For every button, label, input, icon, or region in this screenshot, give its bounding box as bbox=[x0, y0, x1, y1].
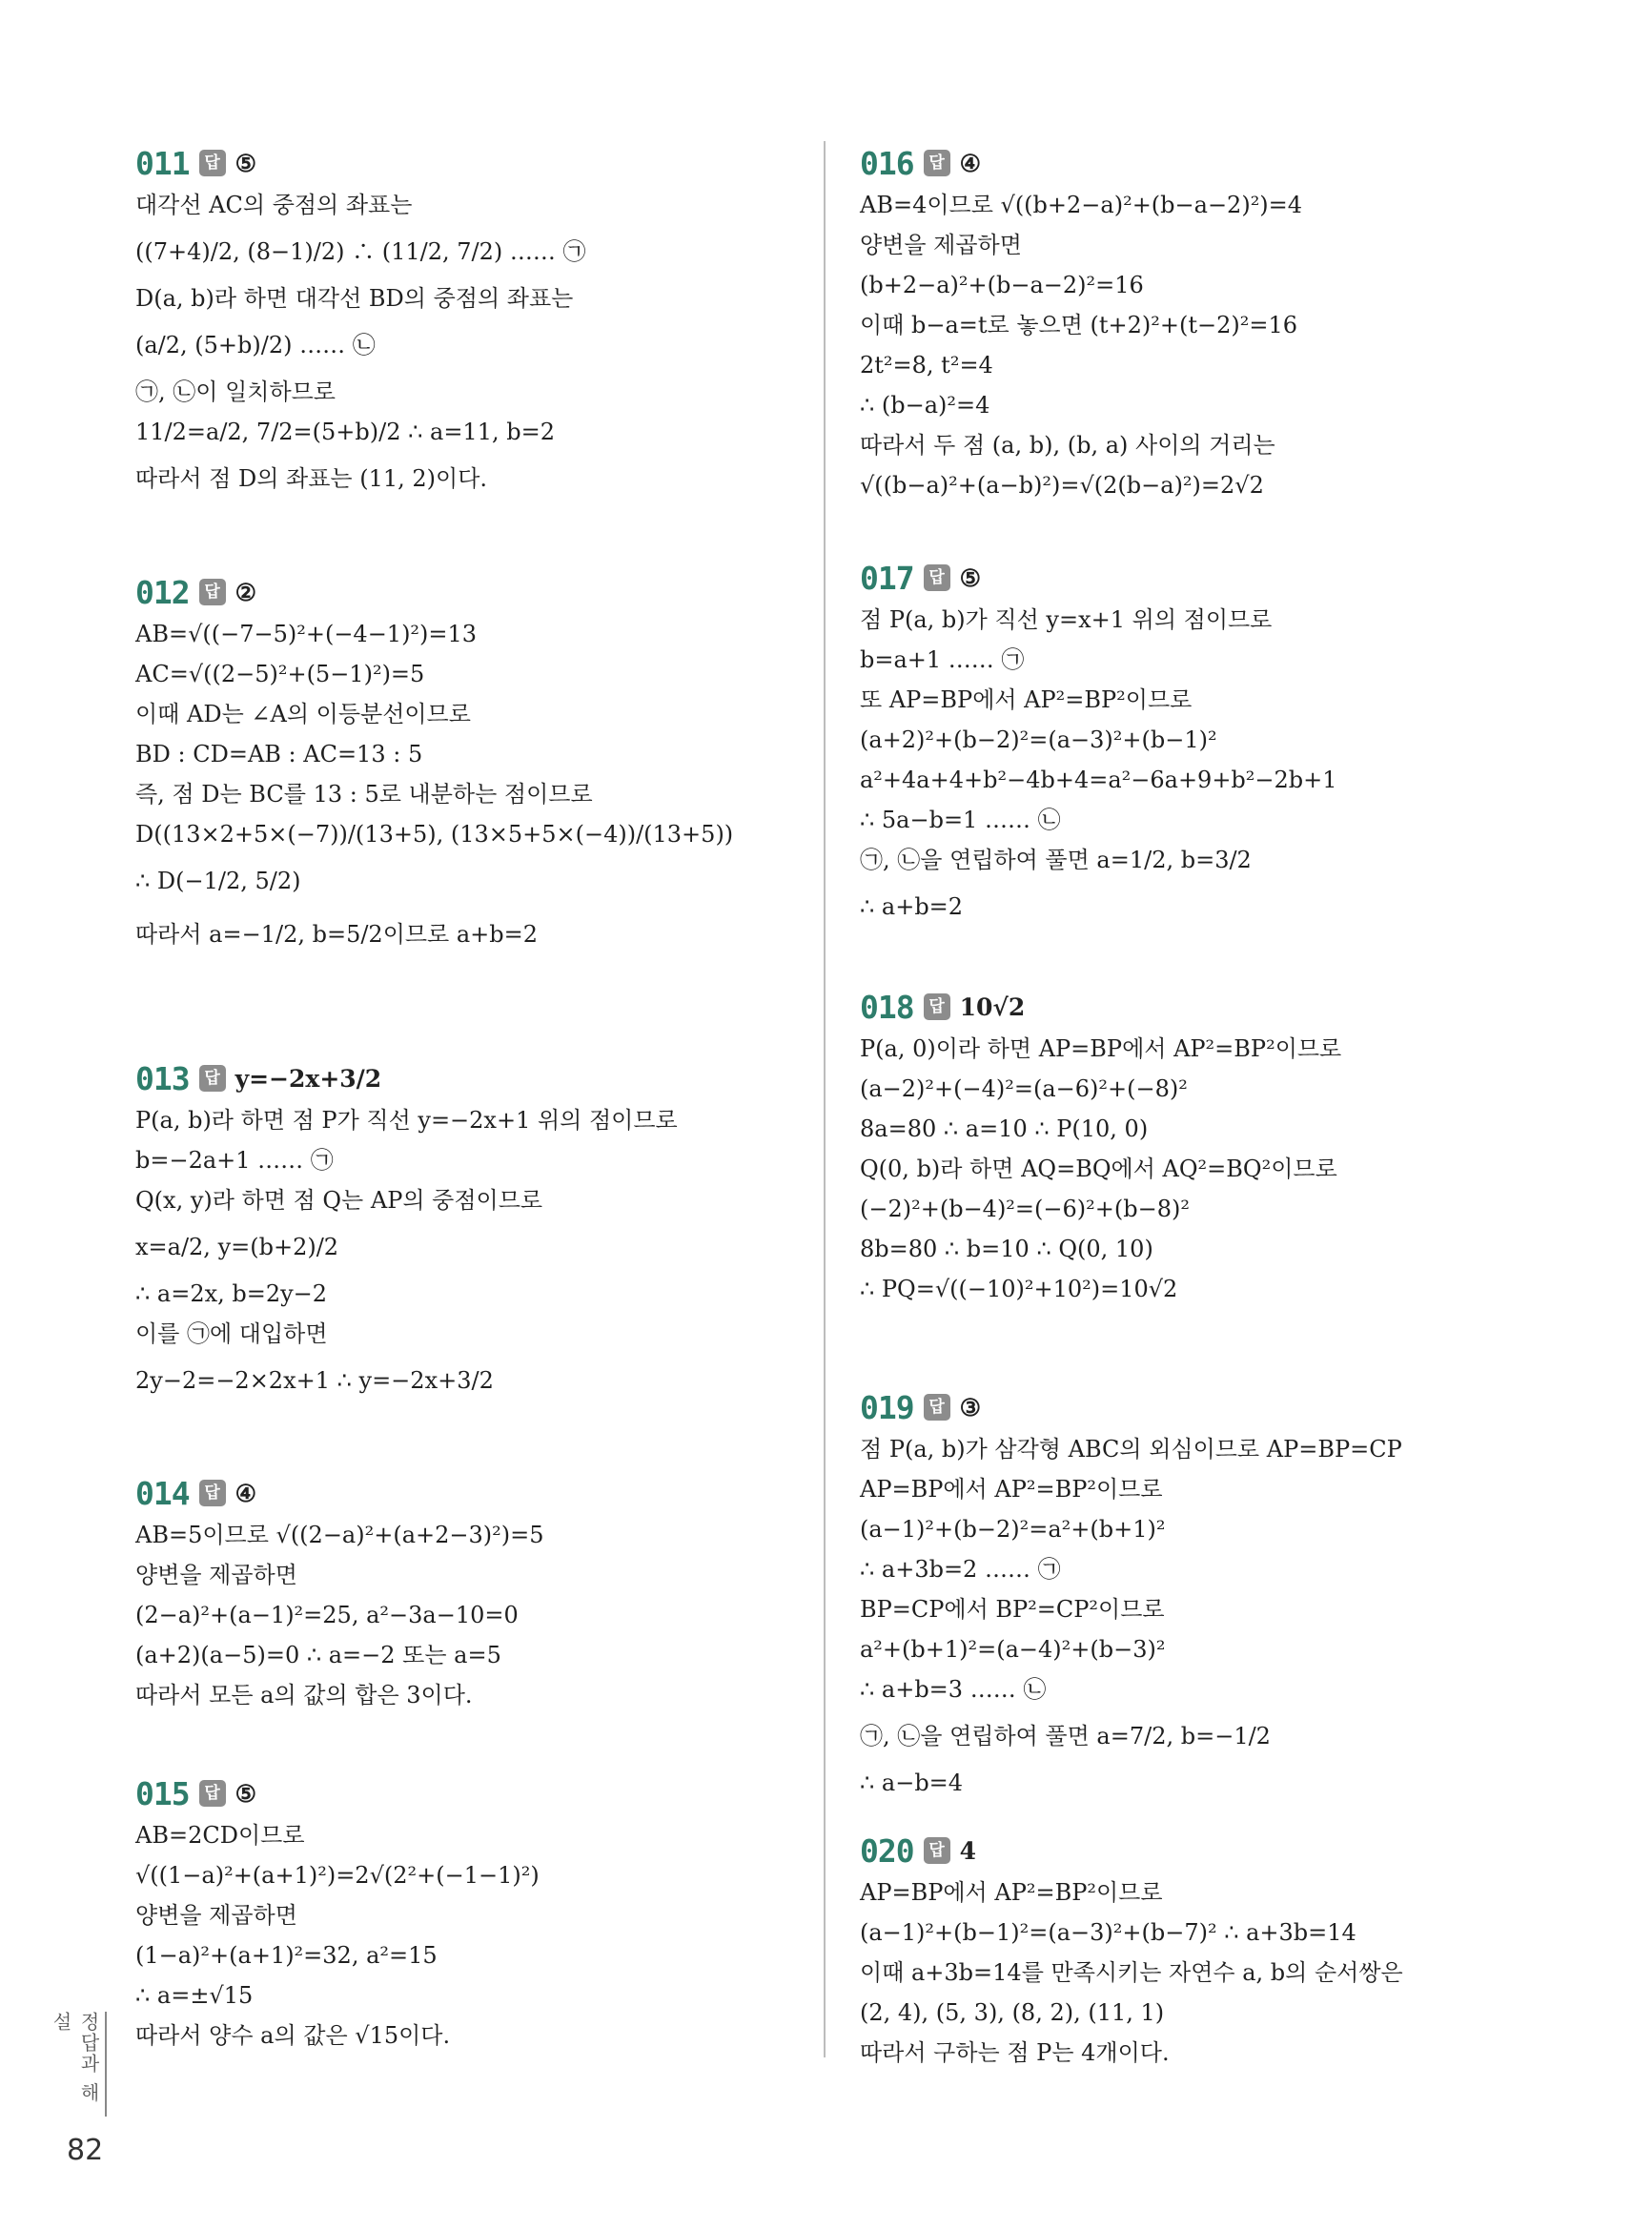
solution-line: BD : CD=AB : AC=13 : 5 bbox=[135, 741, 423, 767]
solution-line: ∴ a=±√15 bbox=[135, 1982, 254, 2009]
side-label-bar bbox=[105, 2012, 107, 2117]
solution-line: ∴ D(−1/2, 5/2) bbox=[135, 868, 301, 894]
solution-line: 즉, 점 D는 BC를 13 : 5로 내분하는 점이므로 bbox=[135, 781, 593, 808]
solution-line: BP=CP에서 BP²=CP²이므로 bbox=[860, 1596, 1165, 1623]
answer-value: 4 bbox=[959, 1836, 977, 1865]
problem-number: 012 bbox=[135, 573, 190, 611]
solution-line: (2−a)²+(a−1)²=25, a²−3a−10=0 bbox=[135, 1602, 519, 1628]
solution-line: ∴ a+b=2 bbox=[860, 893, 964, 920]
answer-badge: 답 bbox=[924, 150, 950, 176]
solution-line: 따라서 양수 a의 값은 √15이다. bbox=[135, 2022, 451, 2049]
column-divider bbox=[824, 141, 826, 2057]
solution-line: (−2)²+(b−4)²=(−6)²+(b−8)² bbox=[860, 1196, 1190, 1222]
solution-line: 따라서 a=−1/2, b=5/2이므로 a+b=2 bbox=[135, 921, 539, 948]
problem-header bbox=[135, 141, 745, 185]
solution-line: 11/2=a/2, 7/2=(5+b)/2 ∴ a=11, b=2 bbox=[135, 419, 555, 445]
solution-line: ((7+4)/2, (8−1)/2) ∴ (11/2, 7/2) …… ㉠ bbox=[135, 238, 586, 265]
solution-line: Q(0, b)라 하면 AQ=BQ에서 AQ²=BQ²이므로 bbox=[860, 1156, 1337, 1182]
solution-line: b=−2a+1 …… ㉠ bbox=[135, 1147, 334, 1174]
solution-line: (2, 4), (5, 3), (8, 2), (11, 1) bbox=[860, 1999, 1165, 2026]
solution-line: 2t²=8, t²=4 bbox=[860, 352, 993, 378]
solution-line: (b+2−a)²+(b−a−2)²=16 bbox=[860, 272, 1144, 298]
problem-header bbox=[860, 556, 1470, 600]
solution-line: x=a/2, y=(b+2)/2 bbox=[135, 1234, 339, 1260]
problem-header bbox=[860, 1829, 1470, 1872]
problem-number: 016 bbox=[860, 144, 914, 182]
problem-019 bbox=[860, 1385, 1470, 1803]
solution-line: ∴ a+3b=2 …… ㉠ bbox=[860, 1556, 1061, 1583]
solution-line: AB=5이므로 √((2−a)²+(a+2−3)²)=5 bbox=[135, 1522, 544, 1548]
page-number: 82 bbox=[67, 2134, 104, 2167]
answer-badge: 답 bbox=[924, 1394, 950, 1421]
answer-value: 10√2 bbox=[959, 992, 1026, 1021]
solution-line: AB=4이므로 √((b+2−a)²+(b−a−2)²)=4 bbox=[860, 192, 1303, 218]
problem-016 bbox=[860, 141, 1470, 505]
problem-017 bbox=[860, 556, 1470, 933]
answer-value: ⑤ bbox=[235, 1779, 257, 1808]
solution-line: 따라서 모든 a의 값의 합은 3이다. bbox=[135, 1682, 473, 1708]
solution-line: ㉠, ㉡이 일치하므로 bbox=[135, 378, 336, 405]
solution-line: 양변을 제곱하면 bbox=[135, 1562, 297, 1588]
answer-badge: 답 bbox=[199, 1065, 226, 1092]
solution-line: ∴ a+b=3 …… ㉡ bbox=[860, 1676, 1047, 1703]
problem-header bbox=[860, 141, 1470, 185]
solution-line: 8b=80 ∴ b=10 ∴ Q(0, 10) bbox=[860, 1236, 1153, 1262]
solution-line: ㉠, ㉡을 연립하여 풀면 a=7/2, b=−1/2 bbox=[860, 1723, 1271, 1749]
problem-number: 014 bbox=[135, 1474, 190, 1512]
solution-line: (a−1)²+(b−2)²=a²+(b+1)² bbox=[860, 1516, 1166, 1543]
problem-header bbox=[135, 1771, 745, 1815]
solution-line: a²+(b+1)²=(a−4)²+(b−3)² bbox=[860, 1636, 1166, 1663]
answer-badge: 답 bbox=[924, 564, 950, 591]
problem-header bbox=[860, 1385, 1470, 1429]
solution-line: √((b−a)²+(a−b)²)=√(2(b−a)²)=2√2 bbox=[860, 472, 1264, 499]
solution-line: √((1−a)²+(a+1)²)=2√(2²+(−1−1)²) bbox=[135, 1862, 540, 1889]
solution-line: ∴ (b−a)²=4 bbox=[860, 392, 990, 419]
side-label: 정답과 해설 bbox=[50, 2012, 100, 2104]
solution-line: (a−1)²+(b−1)²=(a−3)²+(b−7)² ∴ a+3b=14 bbox=[860, 1919, 1356, 1946]
solution-line: 2y−2=−2×2x+1 ∴ y=−2x+3/2 bbox=[135, 1367, 494, 1394]
problem-number: 020 bbox=[860, 1831, 914, 1870]
answer-value: ② bbox=[235, 578, 257, 606]
problem-020 bbox=[860, 1829, 1470, 2073]
solution-line: 점 P(a, b)가 삼각형 ABC의 외심이므로 AP=BP=CP bbox=[860, 1436, 1402, 1463]
solution-line: ∴ PQ=√((−10)²+10²)=10√2 bbox=[860, 1276, 1178, 1302]
solution-line: P(a, 0)이라 하면 AP=BP에서 AP²=BP²이므로 bbox=[860, 1035, 1342, 1062]
solution-line: b=a+1 …… ㉠ bbox=[860, 646, 1025, 673]
solution-line: (a−2)²+(−4)²=(a−6)²+(−8)² bbox=[860, 1075, 1188, 1102]
solution-line: AB=√((−7−5)²+(−4−1)²)=13 bbox=[135, 621, 478, 647]
solution-line: 또 AP=BP에서 AP²=BP²이므로 bbox=[860, 686, 1193, 713]
problem-018 bbox=[860, 985, 1470, 1309]
problem-number: 019 bbox=[860, 1388, 914, 1426]
solution-line: P(a, b)라 하면 점 P가 직선 y=−2x+1 위의 점이므로 bbox=[135, 1107, 678, 1134]
problem-012 bbox=[135, 570, 745, 961]
answer-badge: 답 bbox=[199, 579, 226, 605]
solution-line: 점 P(a, b)가 직선 y=x+1 위의 점이므로 bbox=[860, 606, 1273, 633]
solution-line: ∴ a=2x, b=2y−2 bbox=[135, 1280, 328, 1307]
solution-line: D((13×2+5×(−7))/(13+5), (13×5+5×(−4))/(13+5)) bbox=[135, 821, 734, 848]
solution-line: a²+4a+4+b²−4b+4=a²−6a+9+b²−2b+1 bbox=[860, 767, 1337, 793]
solution-line: (a/2, (5+b)/2) …… ㉡ bbox=[135, 332, 376, 358]
solution-line: 따라서 점 D의 좌표는 (11, 2)이다. bbox=[135, 465, 488, 492]
solution-line: ∴ a−b=4 bbox=[860, 1770, 964, 1796]
answer-value: ③ bbox=[959, 1393, 982, 1422]
solution-line: 이때 AD는 ∠A의 이등분선이므로 bbox=[135, 701, 471, 727]
answer-badge: 답 bbox=[924, 993, 950, 1020]
problem-number: 013 bbox=[135, 1059, 190, 1097]
answer-badge: 답 bbox=[199, 1480, 226, 1506]
solution-line: ∴ 5a−b=1 …… ㉡ bbox=[860, 807, 1061, 833]
answer-value: ⑤ bbox=[235, 149, 257, 177]
problem-number: 011 bbox=[135, 144, 190, 182]
problem-number: 017 bbox=[860, 559, 914, 597]
problem-header bbox=[135, 1056, 745, 1100]
problem-number: 018 bbox=[860, 988, 914, 1026]
solution-line: (1−a)²+(a+1)²=32, a²=15 bbox=[135, 1942, 438, 1969]
solution-line: ㉠, ㉡을 연립하여 풀면 a=1/2, b=3/2 bbox=[860, 847, 1252, 873]
problem-015 bbox=[135, 1771, 745, 2056]
answer-badge: 답 bbox=[199, 1780, 226, 1807]
answer-value: y=−2x+3/2 bbox=[235, 1064, 382, 1093]
problem-header bbox=[135, 1471, 745, 1515]
solution-line: AB=2CD이므로 bbox=[135, 1822, 305, 1849]
problem-014 bbox=[135, 1471, 745, 1715]
answer-value: ⑤ bbox=[959, 563, 982, 592]
answer-value: ④ bbox=[959, 149, 982, 177]
solution-line: 양변을 제곱하면 bbox=[860, 232, 1022, 258]
solution-line: 따라서 구하는 점 P는 4개이다. bbox=[860, 2039, 1170, 2066]
solution-line: 이를 ㉠에 대입하면 bbox=[135, 1320, 328, 1347]
solution-line: 대각선 AC의 중점의 좌표는 bbox=[135, 192, 413, 218]
answer-value: ④ bbox=[235, 1479, 257, 1507]
problem-number: 015 bbox=[135, 1774, 190, 1812]
problem-011 bbox=[135, 141, 745, 505]
solution-line: (a+2)(a−5)=0 ∴ a=−2 또는 a=5 bbox=[135, 1642, 501, 1668]
problem-013 bbox=[135, 1056, 745, 1407]
solution-line: Q(x, y)라 하면 점 Q는 AP의 중점이므로 bbox=[135, 1187, 543, 1214]
solution-line: 따라서 두 점 (a, b), (b, a) 사이의 거리는 bbox=[860, 432, 1275, 459]
problem-header bbox=[860, 985, 1470, 1029]
solution-line: 8a=80 ∴ a=10 ∴ P(10, 0) bbox=[860, 1115, 1149, 1142]
solution-line: (a+2)²+(b−2)²=(a−3)²+(b−1)² bbox=[860, 726, 1217, 753]
answer-badge: 답 bbox=[924, 1837, 950, 1864]
solution-line: D(a, b)라 하면 대각선 BD의 중점의 좌표는 bbox=[135, 285, 574, 312]
solution-line: AC=√((2−5)²+(5−1)²)=5 bbox=[135, 661, 425, 687]
solution-line: 양변을 제곱하면 bbox=[135, 1902, 297, 1929]
solution-line: 이때 b−a=t로 놓으면 (t+2)²+(t−2)²=16 bbox=[860, 312, 1298, 338]
solution-line: AP=BP에서 AP²=BP²이므로 bbox=[860, 1476, 1163, 1503]
solution-line: 이때 a+3b=14를 만족시키는 자연수 a, b의 순서쌍은 bbox=[860, 1959, 1403, 1986]
problem-header bbox=[135, 570, 745, 614]
solution-line: AP=BP에서 AP²=BP²이므로 bbox=[860, 1879, 1163, 1906]
answer-badge: 답 bbox=[199, 150, 226, 176]
